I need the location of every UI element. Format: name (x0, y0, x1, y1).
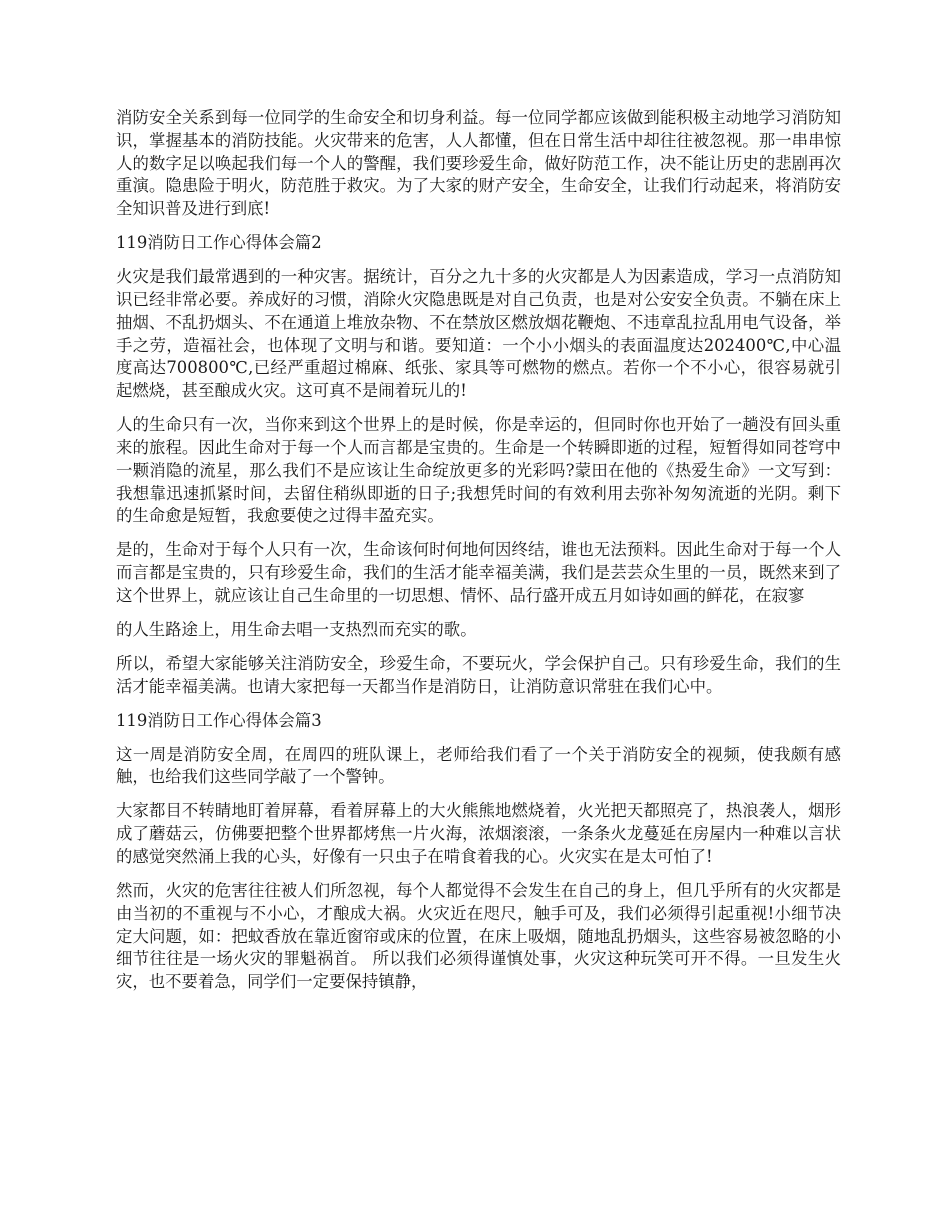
paragraph-value-of-life: 人的生命只有一次，当你来到这个世界上的是时候，你是幸运的，但同时你也开始了一趟没有回头重来的旅程。因此生命对于每一个人而言都是宝贵的。生命是一个转瞬即逝的过程，短暂得如同苍穹中一颗消隐的流星，那么我们不是应该让生命绽放更多的光彩吗?蒙田在他的《热爱生命》一文写到：我想靠迅速抓紧时间，去留住稍纵即逝的日子;我想凭时间的有效利用去弥补匆匆流逝的光阴。剩下的生命愈是短暂，我愈要使之过得丰盈充实。 (116, 415, 841, 526)
paragraph-fire-neglect: 然而，火灾的危害往往被人们所忽视，每个人都觉得不会发生在自己的身上，但几乎所有的火灾都是由当初的不重视与不小心，才酿成大祸。火灾近在咫尺，触手可及，我们必须得引起重视!小细节决定大问题，如：把蚊香放在靠近窗帘或床的位置，在床上吸烟，随地乱扔烟头，这些容易被忽略的小细节往往是一场火灾的罪魁祸首。 所以我们必须得谨慎处事，火灾这种玩笑可开不得。一旦发生火灾，也不要着急，同学们一定要保持镇静， (116, 880, 841, 992)
paragraph-life-song: 的人生路途上，用生命去唱一支热烈而充实的歌。 (116, 619, 477, 639)
document-body (116, 107, 841, 1005)
section-heading-part-3: 119消防日工作心得体会篇3 (116, 710, 322, 730)
paragraph-video-description: 大家都目不转睛地盯着屏幕，看着屏幕上的大火熊熊地燃烧着，火光把天都照亮了，热浪袭人，烟形成了蘑菇云，仿佛要把整个世界都烤焦一片火海，浓烟滚滚，一条条火龙蔓延在房屋内一种难以言状的感觉突然涌上我的心头，好像有一只虫子在啃食着我的心。火灾实在是太可怕了! (116, 801, 841, 866)
paragraph-safety-week: 这一周是消防安全周，在周四的班队课上，老师给我们看了一个关于消防安全的视频，使我颇有感触，也给我们这些同学敲了一个警钟。 (116, 744, 841, 787)
paragraph-life-only-once: 是的，生命对于每个人只有一次，生命该何时何地何因终结，谁也无法预料。因此生命对于每一个人而言都是宝贵的，只有珍爱生命，我们的生活才能幸福美满，我们是芸芸众生里的一员，既然来到了这个世界上，就应该让自己生命里的一切思想、情怀、品行盛开成五月如诗如画的鲜花，在寂寥 (116, 540, 841, 605)
section-heading-part-2: 119消防日工作心得体会篇2 (116, 233, 322, 253)
paragraph-fire-safety-intro: 消防安全关系到每一位同学的生命安全和切身利益。每一位同学都应该做到能积极主动地学习消防知识，掌握基本的消防技能。火灾带来的危害，人人都懂，但在日常生活中却往往被忽视。那一串串惊人的数字足以唤起我们每一个人的警醒，我们要珍爱生命，做好防范工作，决不能让历史的悲剧再次重演。隐患险于明火，防范胜于救灾。为了大家的财产安全，生命安全，让我们行动起来，将消防安全知识普及进行到底! (116, 108, 841, 219)
paragraph-fire-statistics: 火灾是我们最常遇到的一种灾害。据统计，百分之九十多的火灾都是人为因素造成，学习一点消防知识已经非常必要。养成好的习惯，消除火灾隐患既是对自己负责，也是对公安安全负责。不躺在床上抽烟、不乱扔烟头、不在通道上堆放杂物、不在禁放区燃放烟花鞭炮、不违章乱拉乱用电气设备，举手之劳，造福社会，也体现了文明与和谐。要知道：一个小小烟头的表面温度达202400℃,中心温度高达700800℃,已经严重超过棉麻、纸张、家具等可燃物的燃点。若你一个不小心，很容易就引起燃烧，甚至酿成火灾。这可真不是闹着玩儿的! (116, 267, 841, 401)
paragraph-conclusion: 所以，希望大家能够关注消防安全，珍爱生命，不要玩火，学会保护自己。只有珍爱生命，我们的生活才能幸福美满。也请大家把每一天都当作是消防日，让消防意识常驻在我们心中。 (116, 653, 841, 696)
